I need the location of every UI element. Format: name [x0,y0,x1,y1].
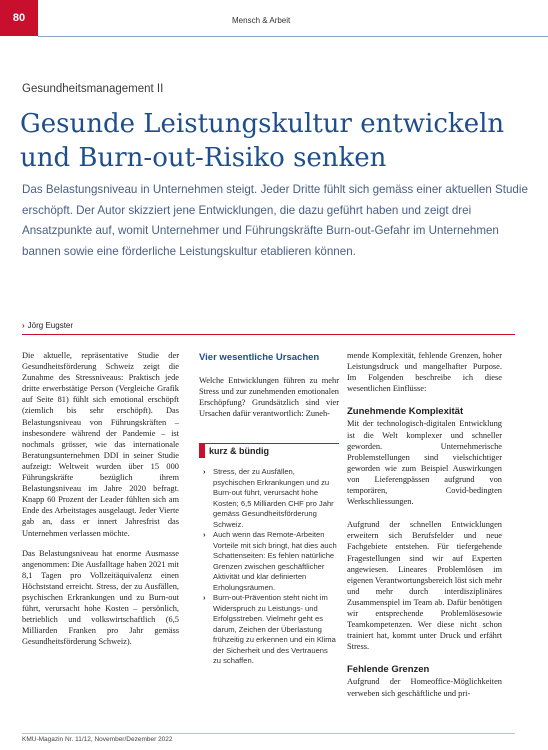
paragraph: Das Belastungsniveau hat enorme Ausmasse angenommen: Die Ausfalltage haben 2021 mit 8,1 Tagen pro Vollzeitäquivalenz einen Höchststand erreicht. Stress, der zu Ausfällen, psychischen Erkrankungen und zu Burn-out führt, verursacht hohe Kosten – persönlich, betrieblich und volkswirtschaftlich (6,5 Milliarden Franken pro Jahr gemäss Gesundheitsförderung Schweiz). [22,548,179,647]
title-line-2: und Burn-out-Risiko senken [20,143,387,173]
paragraph: mende Komplexität, fehlende Grenzen, hoher Leistungsdruck und mangelhafter Purpose. Im Folgenden beschreibe ich diese wesentlichen Einflüsse: [347,351,502,394]
subheading-complexity: Zunehmende Komplexität [347,406,464,418]
body-column-2 [199,375,339,428]
paragraph: Welche Entwicklungen führen zu mehr Stress und zur zunehmenden emotionalen Erschöpfung? Grundsätzlich sind vier Ursachen dafür verantwortlich: Zuneh- [199,376,339,419]
chevron-right-icon: › [203,530,206,539]
chevron-right-icon: › [22,321,25,330]
page-number: 80 [12,12,26,24]
page-number-badge [0,0,38,36]
section-label: Mensch & Arbeit [232,16,291,25]
paragraph: Aufgrund der Homeoffice-Möglichkeiten verweben sich geschäftliche und pri- [347,677,502,698]
summary-item-text: Auch wenn das Remote-Arbeiten Vorteile mit sich bringt, hat dies auch Schattenseiten: Es fehlen natürliche Grenzen zwischen geschäftlicher Aktivität und klar definierten Erholungsräumen. [213,530,337,592]
summary-item-text: Stress, der zu Ausfällen, psychischen Erkrankungen und zu Burn-out führt, verursacht hohe Kosten; 6,5 Milliarden CHF pro Jahr gemäss Gesundheitsförderung Schweiz. [213,467,334,529]
title-line-1: Gesunde Leistungskultur entwickeln [20,109,505,139]
subheading-boundaries: Fehlende Grenzen [347,664,430,676]
article-title [20,107,540,175]
summary-item [203,593,337,667]
paragraph: Die aktuelle, repräsentative Studie der Gesundheitsförderung Schweiz zeigt die Zunahme des Stressniveaus: Praktisch jede dritte erwerbstätige Person (Vergleiche Grafik auf Seite 81) fühlt sich emotional erschöpft (ziemlich bis sehr erschöpft). Das Belastungsniveau von Führungskräften – insbesondere während der Pandemie – ist nochmals grösser, wie das internationale Beratungsunternehmen DDI in seiner Studie aufzeigt: Weltweit wurden über 15 000 Führungskräfte bezüglich ihrem Belastungsniveau im Jahre 2020 befragt. Knapp 60 Prozent der Leader fühlten sich am Ende des Arbeitstages ausgelaugt. Jeder Vierte gab an, dass er innert Jahresfrist das Unternehmen verlassen möchte. [22,351,179,538]
summary-box-rule [199,443,339,444]
body-column-1 [22,350,179,656]
author-name: Jörg Eugster [27,321,74,330]
summary-box-title: kurz & bündig [209,446,269,456]
summary-item [203,467,337,530]
article-kicker: Gesundheitsmanagement II [22,83,164,95]
summary-item [203,530,337,593]
paragraph: Aufgrund der schnellen Entwicklungen erweitern sich Berufsfelder und neue Fachgebiete entstehen. Für tiefergehende Fragestellungen sind wir auf Experten angewiesen. Lineares Problemlösen im eigenen Verantwortungsbereich löst sich mehr und mehr durch interdisziplinäres Zusammenspiel im Team ab. Dafür benötigen wir entsprechende Problemlösesowie Teamkompetenzen. Wer diese nicht schon trainiert hat, kommt unter Druck und erfährt Stress. [347,520,502,652]
footer-divider [22,733,515,734]
author-divider [22,334,515,335]
summary-list [203,467,337,667]
article-lead: Das Belastungsniveau in Unternehmen steigt. Jeder Dritte fühlt sich gemäss einer aktuellen Studie erschöpft. Der Autor skizziert jene Entwicklungen, die dazu geführt haben und zeigt drei Ansatzpunkte auf, womit Unternehmer und Führungskräfte Burn-out-Gefahr im Unternehmen bannen sowie eine förderliche Leistungskultur etablieren können. [22,183,528,258]
summary-box-marker [199,444,205,458]
header-divider [38,36,548,37]
body-column-3 [347,350,502,711]
chevron-right-icon: › [203,593,206,602]
author-byline [22,321,73,330]
footer-source: KMU-Magazin Nr. 11/12, November/Dezember 2022 [22,736,173,743]
chevron-right-icon: › [203,467,206,476]
summary-box [199,443,339,683]
paragraph: Mit der technologisch-digitalen Entwicklung ist die Welt komplexer und schneller geworden. Unternehmerische Problemstellungen sind vielschichtiger geworden wie zum Beispiel Auswirkungen von Lieferengpässen aufgrund von temporären, Covid-bedingten Werkschliessungen. [347,419,502,507]
section-heading-causes: Vier wesentliche Ursachen [199,352,320,363]
summary-item-text: Burn-out-Prävention steht nicht im Widerspruch zu Leistungs- und Erfolgsstreben. Vielmehr geht es darum, Zeichen der Überlastung frühzeitig zu erkennen und ein Klima der Sicherheit und des Vertrauens zu schaffen. [213,593,336,665]
